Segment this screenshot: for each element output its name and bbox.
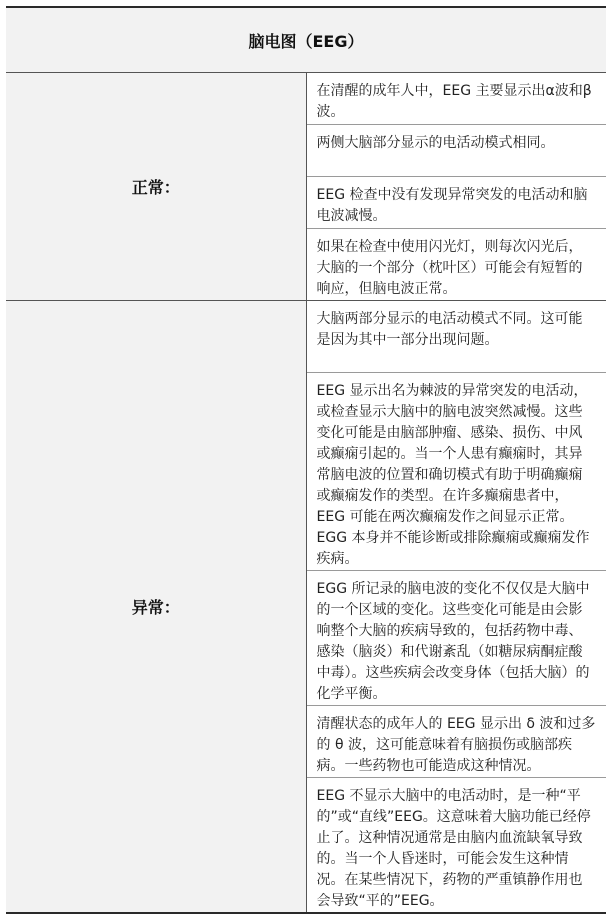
normal-item: EEG 检查中没有发现异常突发的电活动和脑电波减慢。 bbox=[306, 177, 606, 229]
eeg-info-table bbox=[6, 6, 606, 914]
normal-item: 如果在检查中使用闪光灯，则每次闪光后，大脑的一个部分（枕叶区）可能会有短暂的响应，但脑电波正常。 bbox=[306, 229, 606, 301]
normal-item: 两侧大脑部分显示的电活动模式相同。 bbox=[306, 125, 606, 177]
abnormal-item: EEG 显示出名为棘波的异常突发的电活动，或检查显示大脑中的脑电波突然减慢。这些变化可能是由脑部肿瘤、感染、损伤、中风或癫痫引起的。当一个人患有癫痫时，其异常脑电波的位置和确切模式有助于明确癫痫或癫痫发作的类型。在许多癫痫患者中，EEG 可能在两次癫痫发作之间显示正常。EGG 本身并不能诊断或排除癫痫或癫痫发作疾病。 bbox=[306, 373, 606, 571]
category-normal-label: 正常： bbox=[6, 73, 306, 301]
category-abnormal-label: 异常： bbox=[6, 301, 306, 914]
table-row bbox=[6, 73, 606, 125]
table-title: 脑电图（EEG） bbox=[6, 7, 606, 73]
abnormal-item: EGG 所记录的脑电波的变化不仅仅是大脑中的一个区域的变化。这些变化可能是由会影响整个大脑的疾病导致的，包括药物中毒、感染（脑炎）和代谢紊乱（如糖尿病酮症酸中毒）。这些疾病会改变身体（包括大脑）的化学平衡。 bbox=[306, 571, 606, 706]
table-header-row bbox=[6, 7, 606, 73]
abnormal-item: EEG 不显示大脑中的电活动时，是一种“平的”或“直线”EEG。这意味着大脑功能已经停止了。这种情况通常是由脑内血流缺氧导致的。当一个人昏迷时，可能会发生这种情况。在某些情况下，药物的严重镇静作用也会导致“平的”EEG。 bbox=[306, 778, 606, 914]
abnormal-item: 清醒状态的成年人的 EEG 显示出 δ 波和过多的 θ 波，这可能意味着有脑损伤或脑部疾病。一些药物也可能造成这种情况。 bbox=[306, 706, 606, 778]
table-row bbox=[6, 301, 606, 373]
normal-item: 在清醒的成年人中，EEG 主要显示出α波和β波。 bbox=[306, 73, 606, 125]
abnormal-item: 大脑两部分显示的电活动模式不同。这可能是因为其中一部分出现问题。 bbox=[306, 301, 606, 373]
